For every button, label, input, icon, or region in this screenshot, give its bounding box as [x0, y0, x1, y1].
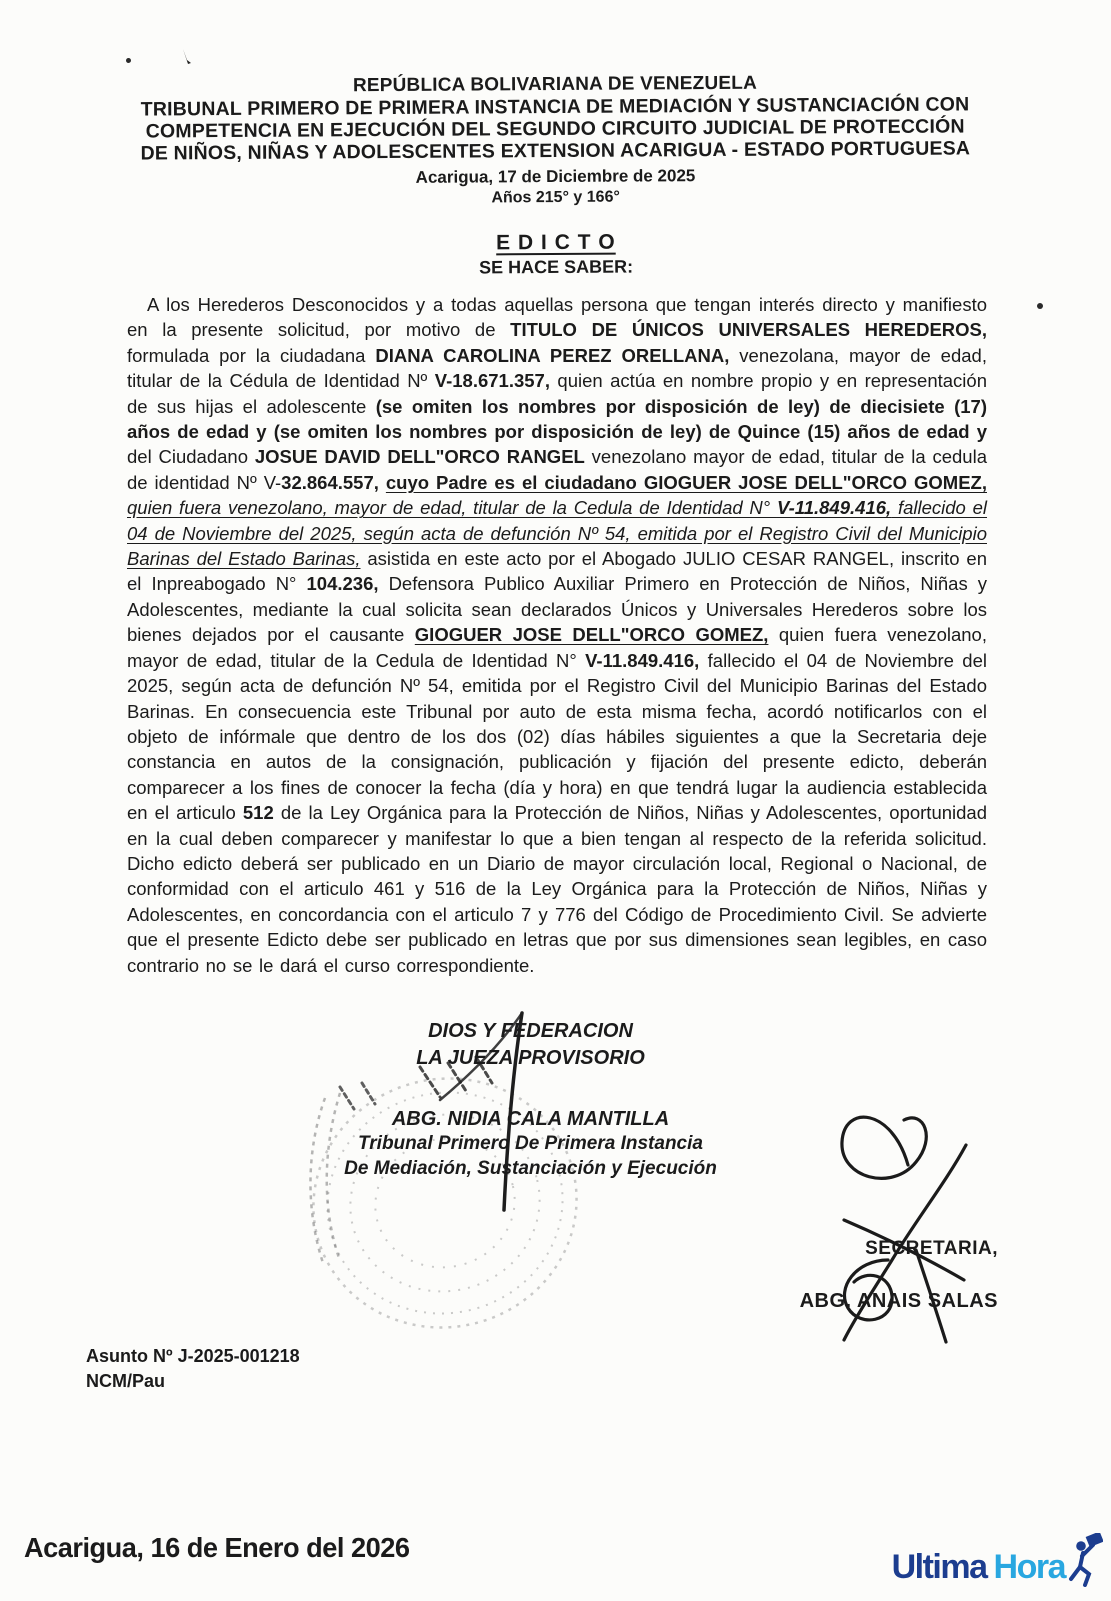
tribunal-line-2: COMPETENCIA EN EJECUCIÓN DEL SEGUNDO CIRCUITO JUDICIAL DE PROTECCIÓN	[145, 115, 965, 143]
publication-date: Acarigua, 16 de Enero del 2026	[24, 1532, 410, 1563]
document-header	[0, 71, 1111, 282]
case-number: Asunto Nº J-2025-001218	[86, 1346, 300, 1366]
secretary-block	[800, 1238, 998, 1313]
place-date-line: Acarigua, 17 de Diciembre de 2025	[415, 166, 696, 187]
ink-dot	[1037, 303, 1043, 309]
ink-dot	[126, 58, 131, 63]
secretary-label: SECRETARIA,	[865, 1238, 998, 1259]
clerk-initials: NCM/Pau	[86, 1371, 166, 1391]
logo-word-ultima: Ultima	[891, 1548, 987, 1586]
tribunal-line-3: DE NIÑOS, NIÑAS Y ADOLESCENTES EXTENSION ACARIGUA - ESTADO PORTUGUESA	[140, 137, 971, 165]
edict-body-paragraph: A los Herederos Desconocidos y a todas aquellas persona que tengan interés directo y manifiesto en la presente solicitud, por motivo de TITULO DE ÚNICOS UNIVERSALES HEREDEROS, formulada por la ciudadana DIANA CAROLINA PEREZ ORELLANA, venezolana, mayor de edad, titular de la Cédula de Identidad Nº V-18.671.357, quien actúa en nombre propio y en representación de sus hijas el adolescente (se omiten los nombres por disposición de ley) de diecisiete (17) años de edad y (se omiten los nombres por disposición de ley) de Quince (15) años de edad y del Ciudadano JOSUE DAVID DELL"ORCO RANGEL venezolano mayor de edad, titular de la cedula de identidad Nº V-32.864.557, cuyo Padre es el ciudadano GIOGUER JOSE DELL"ORCO GOMEZ, quien fuera venezolano, mayor de edad, titular de la Cedula de Identidad N° V-11.849.416, fallecido el 04 de Noviembre del 2025, según acta de defunción Nº 54, emitida por el Registro Civil del Municipio Barinas del Estado Barinas, asistida en este acto por el Abogado JULIO CESAR RANGEL, inscrito en el Inpreabogado N° 104.236, Defensora Publico Auxiliar Primero en Protección de Niños, Niñas y Adolescentes, mediante la cual solicita sean declarados Únicos y Universales Herederos sobre los bienes dejados por el causante GIOGUER JOSE DELL"ORCO GOMEZ, quien fuera venezolano, mayor de edad, titular de la Cedula de Identidad N° V-11.849.416, fallecido el 04 de Noviembre del 2025, según acta de defunción Nº 54, emitida por el Registro Civil del Municipio Barinas del Estado Barinas. En consecuencia este Tribunal por auto de esta misma fecha, acordó notificarlos con el objeto de infórmale que dentro de los dos (02) días hábiles siguientes a que la Secretaria deje constancia en autos de la consignación, publicación y fijación del presente edicto, deberán comparecer a los fines de conocer la fecha (día y hora) en que tendrá lugar la audiencia establecida en el articulo 512 de la Ley Orgánica para la Protección de Niños, Niñas y Adolescentes, oportunidad en la cual deben comparecer y manifestar lo que a bien tengan al respecto de la referida solicitud. Dicho edicto deberá ser publicado en un Diario de mayor circulación local, Regional o Nacional, de conformidad con el articulo 461 y 516 de la Ley Orgánica para la Protección de Niños, Niñas y Adolescentes, en concordancia con el articulo 7 y 776 del Código de Procedimiento Civil. Se advierte que el presente Edicto debe ser publicado en letras que por sus dimensiones sean legibles, en caso contrario no se le dará el curso correspondiente.	[127, 294, 988, 976]
case-reference	[86, 1344, 300, 1394]
blessing-line-1: DIOS Y FEDERACION	[428, 1020, 633, 1042]
ultima-hora-logo	[892, 1543, 1103, 1592]
secretary-name: ABG. ANAIS SALAS	[799, 1290, 998, 1312]
republic-title: REPÚBLICA BOLIVARIANA DE VENEZUELA	[352, 72, 758, 97]
pen-check-mark	[180, 48, 194, 66]
se-hace-saber-heading: SE HACE SABER:	[478, 256, 634, 278]
judge-title-line-2: De Mediación, Sustanciación y Ejecución	[344, 1158, 717, 1179]
judge-signature-block	[0, 1018, 1111, 1181]
running-newsboy-icon	[1067, 1533, 1103, 1592]
logo-word-hora: Hora	[993, 1548, 1065, 1586]
years-line: Años 215° y 166°	[491, 188, 620, 207]
judge-name: ABG. NIDIA CALA MANTILLA	[391, 1108, 670, 1130]
tribunal-name	[0, 93, 1111, 166]
edicto-heading: E D I C T O	[496, 230, 616, 255]
tribunal-line-1: TRIBUNAL PRIMERO DE PRIMERA INSTANCIA DE MEDIACIÓN Y SUSTANCIACIÓN CON	[140, 93, 970, 121]
judge-title-line-1: Tribunal Primero De Primera Instancia	[358, 1133, 703, 1154]
blessing-line-2: LA JUEZA PROVISORIO	[416, 1047, 645, 1069]
